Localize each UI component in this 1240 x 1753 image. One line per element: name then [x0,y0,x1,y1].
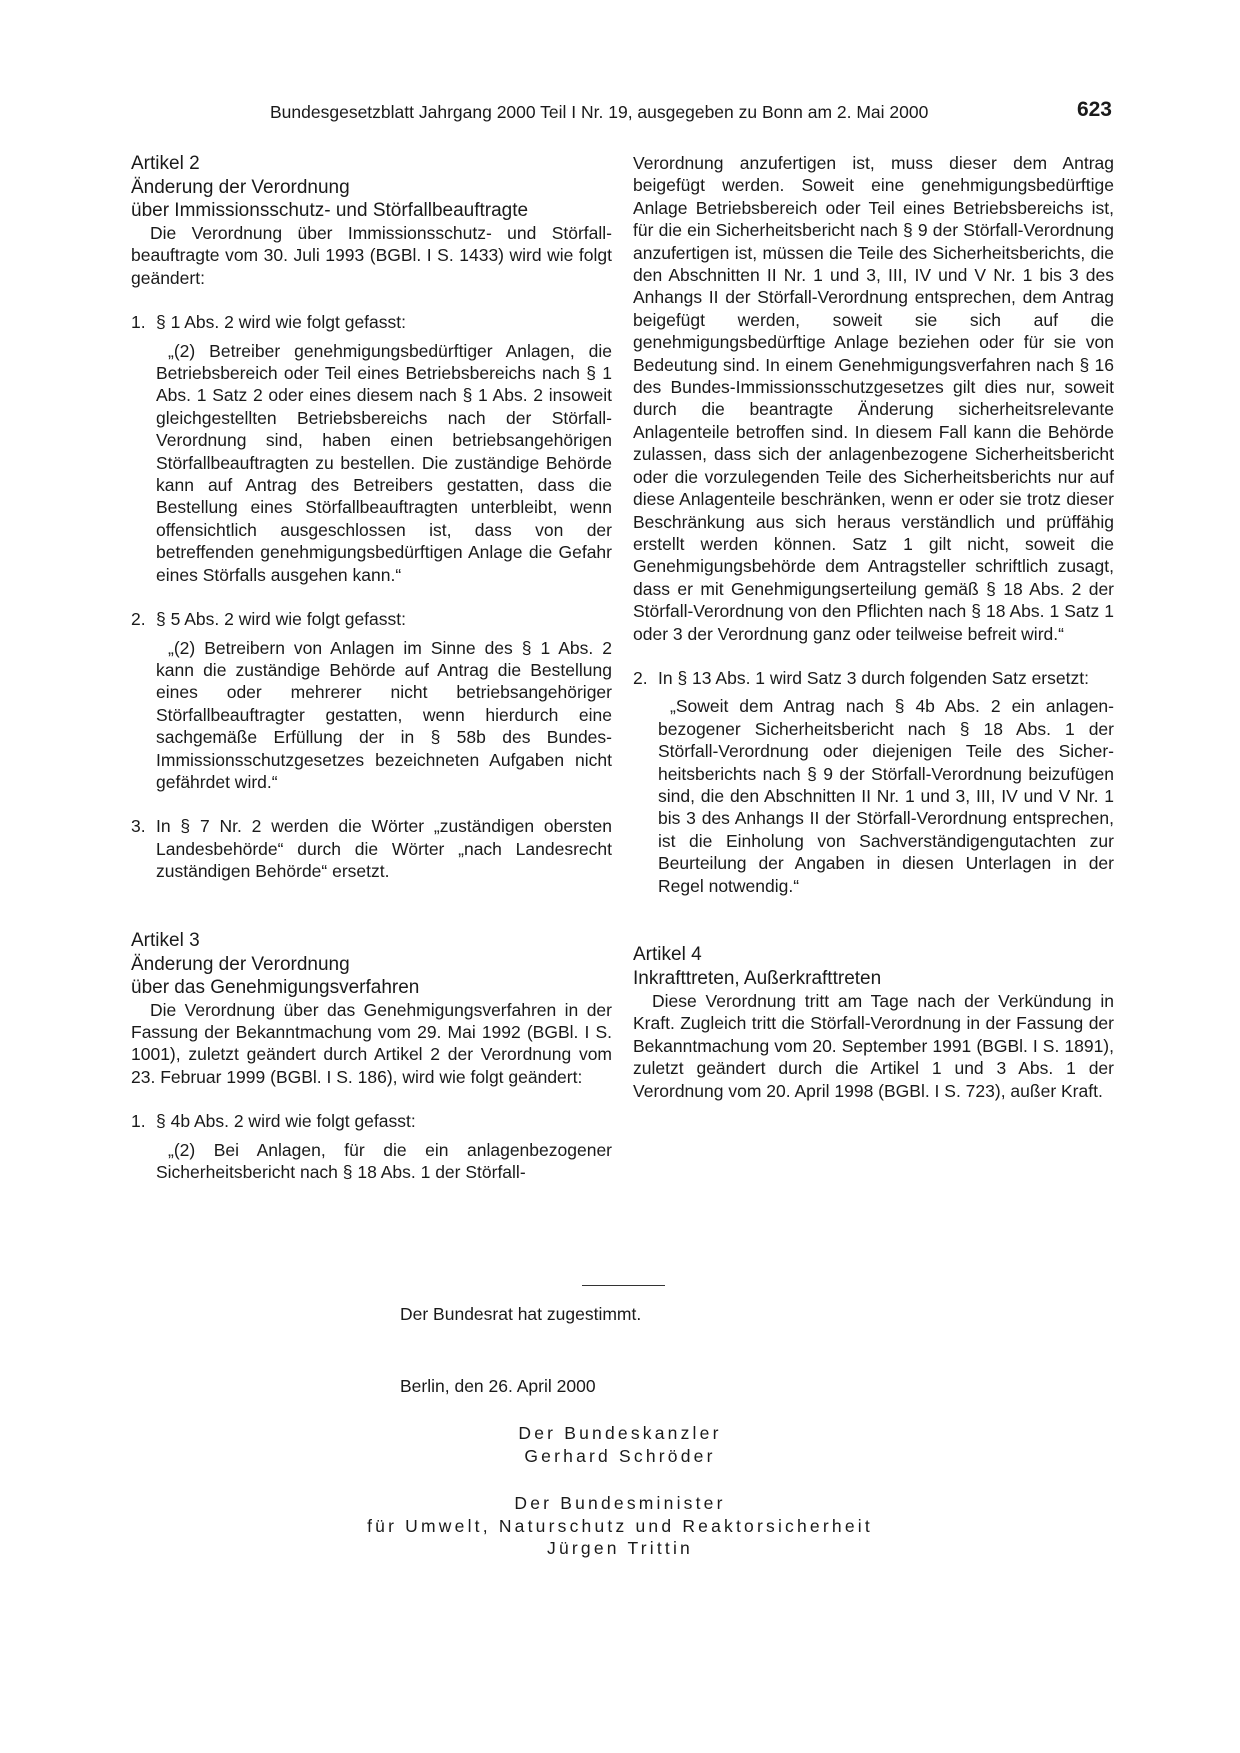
article-2-item-2 [131,608,612,630]
signature-chancellor [0,1422,1240,1467]
item-number: 1. [131,312,146,333]
article-2-subtitle [131,176,612,222]
article-3-title: Artikel 3 [131,929,200,951]
left-column [131,152,612,1183]
article-4-subtitle: Inkrafttreten, Außerkrafttreten [633,968,882,989]
signature-role: Der Bundeskanzler [518,1423,722,1443]
item-text: In § 7 Nr. 2 werden die Wörter „zuständigen obersten Landesbehörde“ durch die Wörter „nach Landesrecht zuständigen Behörde“ ersetzt. [156,816,612,882]
signature-role-line2: für Umwelt, Naturschutz und Reaktorsicherheit [367,1515,873,1536]
article-3-item-2-quote: „Soweit dem Antrag nach § 4b Abs. 2 ein anlagenbezogener Sicherheitsbericht nach § 18 Abs. 1 der Störfall-Verordnung oder diejenigen Teile des Sicherheitsberichts nach § 9 der Störfall-Verordnung beizufügen sind, die den Abschnitten II Nr. 1 und 3, III, IV und V Nr. 1 bis 3 des Anhangs II der Störfall-Verordnung entsprechen, ist die Einholung von Sachverständigengutachten zur Beurteilung der Angaben in diesen Unterlagen in der Regel notwendig.“ [658,696,1114,896]
article-4-title: Artikel 4 [633,944,702,965]
item-number: 2. [131,609,146,630]
right-column [633,152,1114,1102]
article-3-subtitle [131,953,612,999]
item-text: § 5 Abs. 2 wird wie folgt gefasst: [156,609,406,630]
article-2-subtitle-line2: über Immissionsschutz- und Störfallbeauftragte [131,200,529,221]
item-number: 1. [131,1111,146,1132]
article-3-item-1 [131,1110,612,1132]
page-header [270,98,1112,128]
item-text: § 1 Abs. 2 wird wie folgt gefasst: [156,312,406,333]
signature-minister [0,1492,1240,1560]
header-text: Bundesgesetzblatt Jahrgang 2000 Teil I Nr. 19, ausgegeben zu Bonn am 2. Mai 2000 [270,102,929,122]
article-3-item-1-quote-continued: Verordnung anzufertigen ist, muss dieser dem Antrag beigefügt werden. Soweit eine genehmigungsbedürftige Anlage Betriebsbereich oder Teil eines Betriebsbereichs ist, für die ein Sicherheitsbericht nach § 9 der Störfall-Verordnung anzufertigen ist, müssen die Teile des Sicherheitsberichts, die den Abschnitten II Nr. 1 und 3, III, IV und V Nr. 1 bis 3 des Anhangs II der Störfall-Verordnung entsprechen, dem Antrag beigefügt werden, soweit sie sich auf die genehmigungsbedürftige Anlage beziehen oder für sie von Bedeutung sind. In einem Genehmigungsverfahren nach § 16 des Bundes-Immissionsschutzgesetzes gilt dies nur, soweit durch die beantragte Änderung sicherheitsrelevante Anlagenteile betroffen sind. In diesem Fall kann die Behörde zulassen, dass sich der anlagenbezogene Sicherheitsbericht oder die vorzulegenden Teile des Sicherheitsberichts nur auf diese Anlagenteile beschränken, wenn er oder sie trotz dieser Beschränkung aus sich heraus verständlich und prüffähig erstellt werden können. Satz 1 gilt nicht, soweit die Genehmigungsbehörde dem Antragsteller schriftlich zusagt, dass er mit Genehmigungserteilung gemäß § 18 Abs. 2 der Störfall-Verordnung von den Pflichten nach § 18 Abs. 1 Satz 1 oder 3 der Verordnung ganz oder teilweise befreit wird.“ [633,153,1114,644]
item-number: 3. [131,816,146,837]
article-2-item-2-quote: „(2) Betreibern von Anlagen im Sinne des § 1 Abs. 2 kann die zuständige Behörde auf Antrag die Bestellung eines oder mehrerer nicht betriebsangehöriger Störfallbeauftragter gestatten, wenn hierdurch eine sachgemäße Erfüllung der in § 58b des Bundes-Immissionsschutzgesetzes bezeichneten Aufgaben nicht gefährdet wird.“ [156,637,612,792]
article-2-item-3 [131,815,612,882]
article-3-subtitle-line1: Änderung der Verordnung [131,953,350,975]
article-3-intro: Die Verordnung über das Genehmigungsverfahren in der Fassung der Bekanntmachung vom 29. Mai 1992 (BGBl. I S. 1001), zuletzt geändert durch Artikel 2 der Verordnung vom 23. Februar 1999 (BGBl. I S. 186), wird wie folgt geändert: [131,999,612,1087]
section-divider [582,1285,665,1286]
signature-name: Jürgen Trittin [547,1538,693,1558]
place-and-date: Berlin, den 26. April 2000 [400,1376,596,1396]
article-2-item-1 [131,311,612,333]
signature-name: Gerhard Schröder [524,1445,716,1466]
article-3-item-1-quote: „(2) Bei Anlagen, für die ein anlagenbezogener Sicherheitsbericht nach § 18 Abs. 1 der Störfall- [156,1139,612,1182]
article-2-intro: Die Verordnung über Immissionsschutz- und Störfallbeauftragte vom 30. Juli 1993 (BGBl. I S. 1433) wird wie folgt geändert: [131,223,612,288]
article-2-title: Artikel 2 [131,153,200,174]
article-2-item-1-quote: „(2) Betreiber genehmigungsbedürftiger Anlagen, die Betriebsbereich oder Teil eines Betriebsbereichs nach § 1 Abs. 1 Satz 2 oder eines diesem nach § 1 Abs. 2 insoweit gleichgestellten Betriebsbereichs nach der Störfall-Verordnung sind, haben einen betriebsangehörigen Störfallbeauftragten zu bestellen. Die zuständige Behörde kann auf Antrag des Betreibers gestatten, dass die Bestellung eines Störfallbeauftragten unterbleibt, wenn offensichtlich ausgeschlossen ist, dass von der betreffenden genehmigungsbedürftigen Anlage die Gefahr eines Störfalls ausgehen kann.“ [156,340,612,585]
signature-role: Der Bundesminister [514,1493,726,1513]
bundesrat-consent: Der Bundesrat hat zugestimmt. [400,1304,642,1324]
article-3-subtitle-line2: über das Genehmigungsverfahren [131,976,420,998]
page-number: 623 [1076,98,1112,121]
item-text: § 4b Abs. 2 wird wie folgt gefasst: [156,1111,416,1132]
article-3-item-2 [633,667,1114,689]
item-text: In § 13 Abs. 1 wird Satz 3 durch folgenden Satz ersetzt: [658,667,1089,688]
article-4-text: Diese Verordnung tritt am Tage nach der Verkündung in Kraft. Zugleich tritt die Störfall-Verordnung in der Fassung der Bekanntmachung vom 20. September 1991 (BGBl. I S. 1891), zuletzt geändert durch die Artikel 1 und 3 Abs. 1 der Verordnung vom 20. April 1998 (BGBl. I S. 723), außer Kraft. [633,991,1114,1101]
article-2-subtitle-line1: Änderung der Verordnung [131,177,350,198]
item-number: 2. [633,667,648,688]
